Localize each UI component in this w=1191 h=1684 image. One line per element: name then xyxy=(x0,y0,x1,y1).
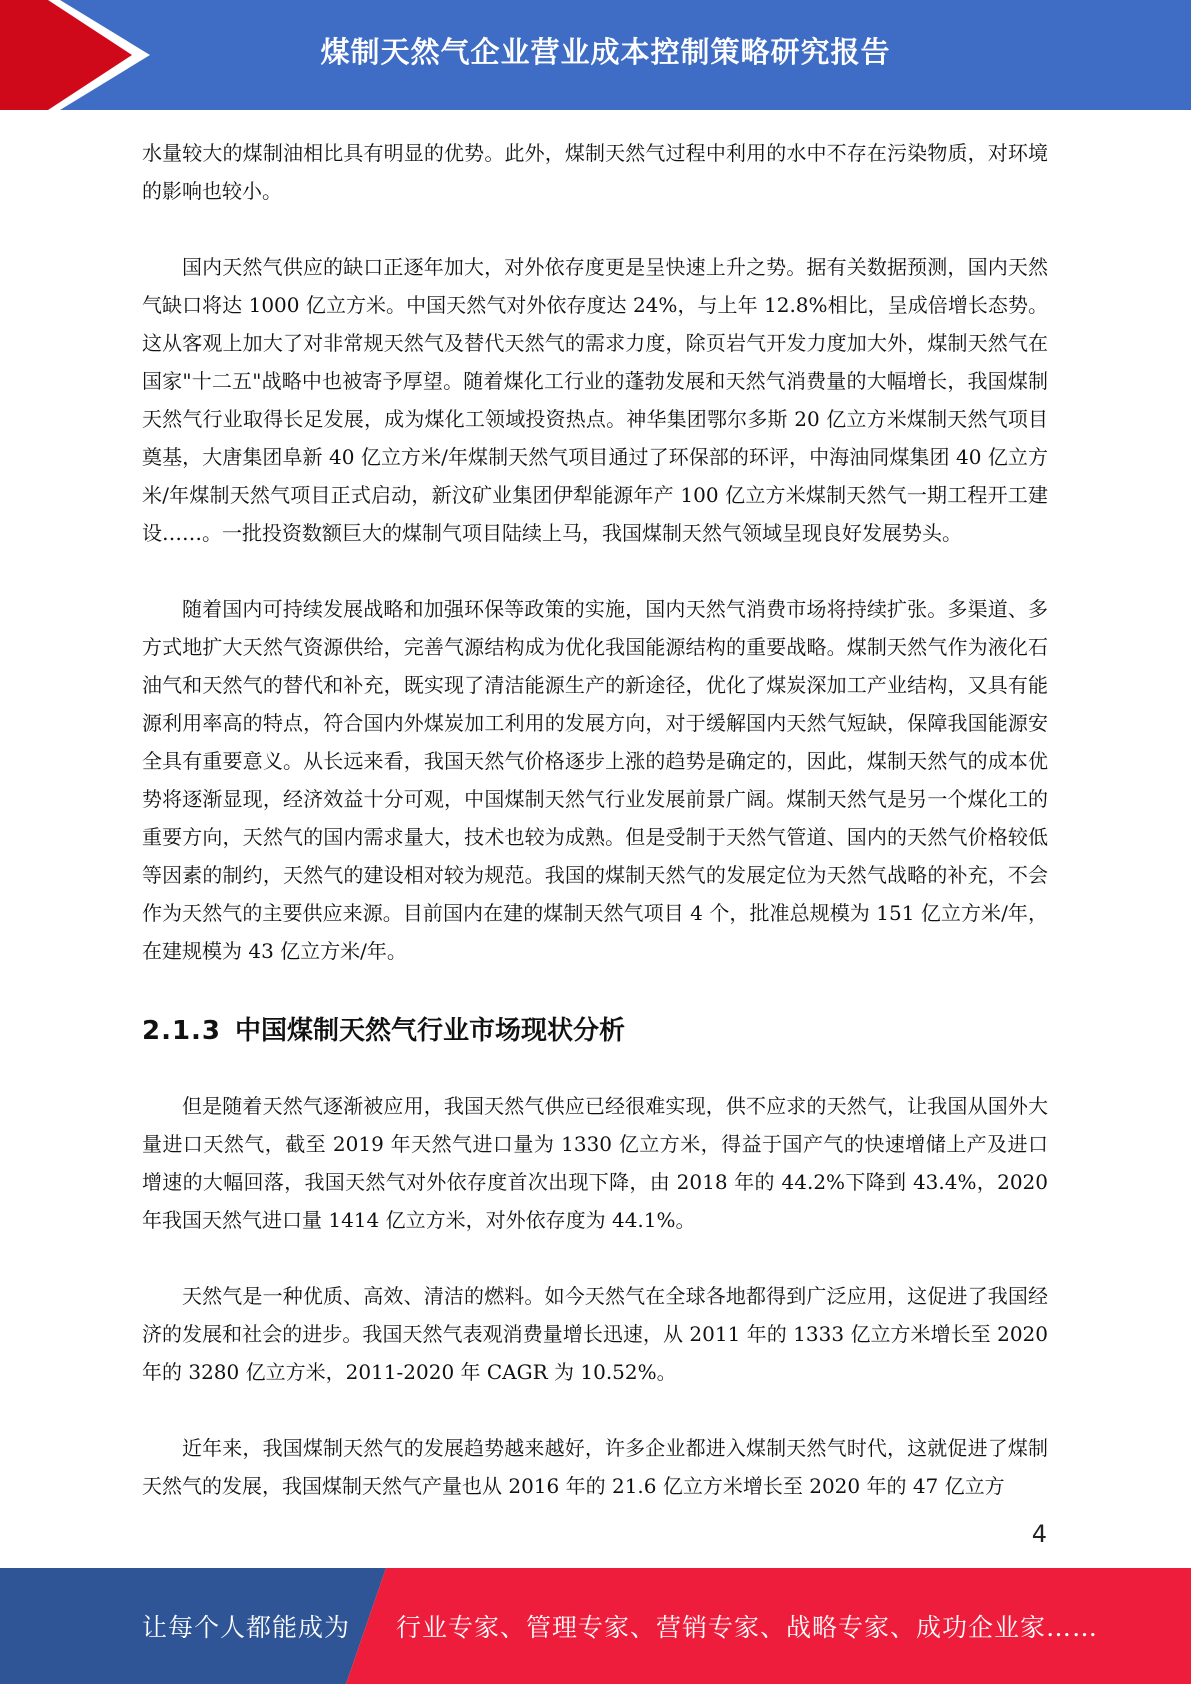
paragraph: 水量较大的煤制油相比具有明显的优势。此外，煤制天然气过程中利用的水中不存在污染物质，对环境的影响也较小。 xyxy=(142,141,1048,203)
section-number: 2.1.3 xyxy=(142,1016,222,1046)
document-body xyxy=(142,134,1048,1505)
section-heading xyxy=(142,1013,1048,1049)
footer-slogan-left: 让每个人都能成为 xyxy=(142,1613,351,1642)
page-number: 4 xyxy=(1031,1520,1047,1548)
paragraph: 随着国内可持续发展战略和加强环保等政策的实施，国内天然气消费市场将持续扩张。多渠道、多方式地扩大天然气资源供给，完善气源结构成为优化我国能源结构的重要战略。煤制天然气作为液化石油气和天然气的替代和补充，既实现了清洁能源生产的新途径，优化了煤炭深加工产业结构，又具有能源利用率高的特点，符合国内外煤炭加工利用的发展方向，对于缓解国内天然气短缺，保障我国能源安全具有重要意义。从长远来看，我国天然气价格逐步上涨的趋势是确定的，因此，煤制天然气的成本优势将逐渐显现，经济效益十分可观，中国煤制天然气行业发展前景广阔。煤制天然气是另一个煤化工的重要方向，天然气的国内需求量大，技术也较为成熟。但是受制于天然气管道、国内的天然气价格较低等因素的制约，天然气的建设相对较为规范。我国的煤制天然气的发展定位为天然气战略的补充，不会作为天然气的主要供应来源。目前国内在建的煤制天然气项目 4 个，批准总规模为 151 亿立方米/年，在建规模为 43 亿立方米/年。 xyxy=(142,597,1048,963)
section-title: 中国煤制天然气行业市场现状分析 xyxy=(235,1016,626,1046)
paragraph: 但是随着天然气逐渐被应用，我国天然气供应已经很难实现，供不应求的天然气，让我国从国外大量进口天然气，截至 2019 年天然气进口量为 1330 亿立方米，得益于国产气的快速增储上产及进口增速的大幅回落，我国天然气对外依存度首次出现下降，由 2018 年的 44.2%下降到 43.4%，2020 年我国天然气进口量 1414 亿立方米，对外依存度为 44.1%。 xyxy=(142,1094,1048,1232)
header-arrow-decoration xyxy=(0,0,160,110)
paragraph: 近年来，我国煤制天然气的发展趋势越来越好，许多企业都进入煤制天然气时代，这就促进了煤制天然气的发展，我国煤制天然气产量也从 2016 年的 21.6 亿立方米增长至 2020 年的 47 亿立方 xyxy=(142,1436,1048,1498)
paragraph: 国内天然气供应的缺口正逐年加大，对外依存度更是呈快速上升之势。据有关数据预测，国内天然气缺口将达 1000 亿立方米。中国天然气对外依存度达 24%，与上年 12.8%相比，呈成倍增长态势。这从客观上加大了对非常规天然气及替代天然气的需求力度，除页岩气开发力度加大外，煤制天然气在国家"十二五"战略中也被寄予厚望。随着煤化工行业的蓬勃发展和天然气消费量的大幅增长，我国煤制天然气行业取得长足发展，成为煤化工领域投资热点。神华集团鄂尔多斯 20 亿立方米煤制天然气项目奠基，大唐集团阜新 40 亿立方米/年煤制天然气项目通过了环保部的环评，中海油同煤集团 40 亿立方米/年煤制天然气项目正式启动，新汶矿业集团伊犁能源年产 100 亿立方米煤制天然气一期工程开工建设……。一批投资数额巨大的煤制气项目陆续上马，我国煤制天然气领域呈现良好发展势头。 xyxy=(142,255,1048,545)
page-footer xyxy=(0,1568,1191,1684)
footer-slogan-right: 行业专家、管理专家、营销专家、战略专家、成功企业家…… xyxy=(396,1613,1099,1642)
report-title: 煤制天然气企业营业成本控制策略研究报告 xyxy=(320,34,891,69)
paragraph: 天然气是一种优质、高效、清洁的燃料。如今天然气在全球各地都得到广泛应用，这促进了我国经济的发展和社会的进步。我国天然气表观消费量增长迅速，从 2011 年的 1333 亿立方米增长至 2020 年的 3280 亿立方米，2011-2020 年 CAGR 为 10.52%。 xyxy=(142,1284,1048,1384)
page-header xyxy=(0,0,1191,110)
